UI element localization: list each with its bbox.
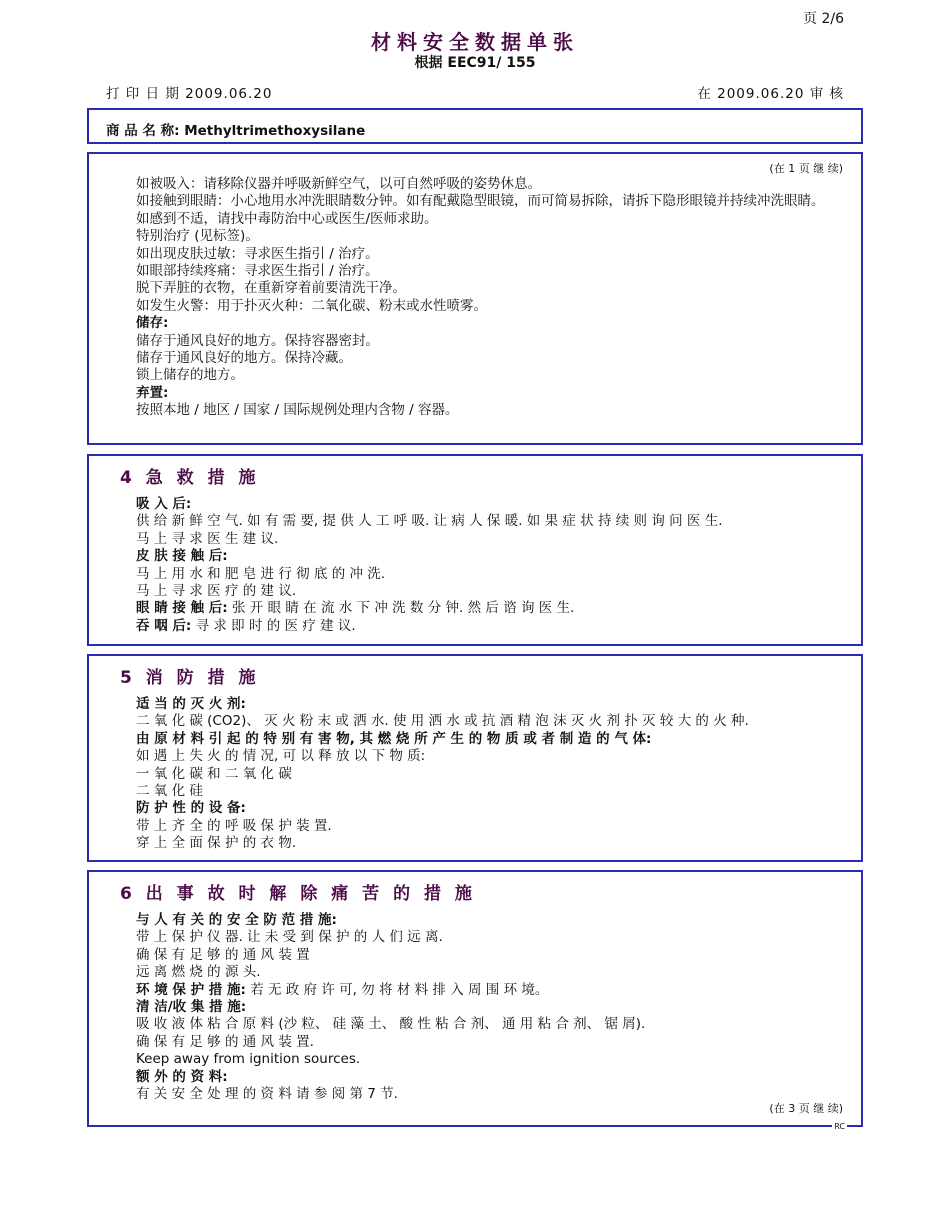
text-line xyxy=(136,999,843,1016)
line-text: 额 外 的 资 料: xyxy=(136,1068,228,1085)
line-text: 马 上 寻 求 医 疗 的 建 议. xyxy=(136,583,297,600)
continued-section-box xyxy=(87,152,863,445)
text-line xyxy=(136,1069,843,1086)
text-line xyxy=(136,783,843,800)
section-accidental-release xyxy=(87,870,863,1131)
accidental-release-lines xyxy=(136,912,843,1103)
line-text: 由 原 材 料 引 起 的 特 别 有 害 物, 其 燃 烧 所 产 生 的 物 质 或 者 制 造 的 气 体: xyxy=(136,730,652,747)
line-text: 二 氧 化 碳 (CO2)、 灭 火 粉 末 或 洒 水. 使 用 洒 水 或 抗 酒 精 泡 沫 灭 火 剂 扑 灭 较 大 的 火 种. xyxy=(136,713,749,730)
text-line xyxy=(136,402,843,419)
line-text: 确 保 有 足 够 的 通 风 装 置 xyxy=(136,946,310,963)
line-text: 与 人 有 关 的 安 全 防 范 措 施: xyxy=(136,912,337,928)
text-line xyxy=(136,1051,843,1068)
line-label: 环 境 保 护 措 施: xyxy=(136,981,246,998)
line-text: 如眼部持续疼痛：寻求医生指引 / 治疗。 xyxy=(136,263,379,280)
continued-lines xyxy=(136,176,843,420)
text-line xyxy=(136,835,843,852)
line-text: 储存于通风良好的地方。保持冷藏。 xyxy=(136,350,352,367)
text-line xyxy=(136,246,843,263)
line-text: 马 上 用 水 和 肥 皂 进 行 彻 底 的 冲 洗. xyxy=(136,565,386,582)
text-line xyxy=(136,193,843,210)
line-text: 按照本地 / 地区 / 国家 / 国际规例处理内含物 / 容器。 xyxy=(136,402,459,419)
line-text: 张 开 眼 睛 在 流 水 下 冲 洗 数 分 钟. 然 后 谘 询 医 生. xyxy=(227,600,575,617)
fire-fighting-lines xyxy=(136,696,843,853)
line-text: 吸 收 液 体 粘 合 原 料 (沙 粒、 硅 藻 土、 酸 性 粘 合 剂、 通 用 粘 合 剂、 锯 屑). xyxy=(136,1016,646,1033)
first-aid-lines xyxy=(136,496,843,635)
product-name-value: Methyltrimethoxysilane xyxy=(184,123,366,139)
section-title-first-aid: 4 急 救 措 施 xyxy=(120,468,260,488)
document-subtitle: 根据 EEC91/ 155 xyxy=(414,55,536,71)
line-text: 若 无 政 府 许 可, 勿 将 材 料 排 入 周 围 环 境。 xyxy=(245,981,549,998)
product-name-label: 商 品 名 称: xyxy=(106,123,180,139)
line-text: 如感到不适，请找中毒防治中心或医生/医师求助。 xyxy=(136,210,438,227)
text-line xyxy=(136,298,843,315)
line-text: 穿 上 全 面 保 护 的 衣 物. xyxy=(136,835,297,852)
text-line xyxy=(136,1034,843,1051)
line-text: 二 氧 化 硅 xyxy=(136,783,203,800)
text-line xyxy=(136,1086,843,1103)
text-line xyxy=(136,618,843,635)
text-line xyxy=(136,350,843,367)
text-line xyxy=(136,766,843,783)
line-text: 带 上 保 护 仪 器. 让 未 受 到 保 护 的 人 们 远 离. xyxy=(136,929,443,946)
text-line xyxy=(136,947,843,964)
line-text: 如 遇 上 失 火 的 情 况, 可 以 释 放 以 下 物 质: xyxy=(136,748,426,765)
text-line xyxy=(136,1016,843,1033)
text-line xyxy=(136,800,843,817)
print-date: 打 印 日 期 2009.06.20 xyxy=(106,86,273,102)
page-number: 页 2/6 xyxy=(803,11,844,27)
line-text: 带 上 齐 全 的 呼 吸 保 护 装 置. xyxy=(136,817,332,834)
rc-label: RC xyxy=(834,1122,845,1131)
section-title-fire-fighting: 5 消 防 措 施 xyxy=(120,668,260,688)
text-line xyxy=(136,228,843,245)
text-line xyxy=(136,263,843,280)
continued-from-note: (在 1 页 继 续) xyxy=(769,162,843,175)
line-text: 储存于通风良好的地方。保持容器密封。 xyxy=(136,332,379,349)
document-title: 材料安全数据单张 xyxy=(371,30,579,54)
line-text: 适 当 的 灭 火 剂: xyxy=(136,696,246,712)
text-line xyxy=(136,982,843,999)
section-fire-fighting xyxy=(87,654,863,862)
text-line xyxy=(136,367,843,384)
review-date: 在 2009.06.20 审 核 xyxy=(697,86,844,102)
product-name-box xyxy=(87,108,863,144)
line-text: 清 洁/收 集 措 施: xyxy=(136,999,247,1016)
text-line xyxy=(136,385,843,402)
text-line xyxy=(136,566,843,583)
line-text: 储存: xyxy=(136,315,169,332)
text-line xyxy=(136,912,843,929)
text-line xyxy=(136,211,843,228)
line-text: 特别治疗 (见标签)。 xyxy=(136,228,259,245)
text-line xyxy=(136,496,843,513)
continued-on-note: (在 3 页 继 续) xyxy=(769,1102,843,1115)
line-text: 供 给 新 鲜 空 气. 如 有 需 要, 提 供 人 工 呼 吸. 让 病 人 保 暖. 如 果 症 状 持 续 则 询 问 医 生. xyxy=(136,513,723,530)
text-line xyxy=(136,280,843,297)
text-line xyxy=(136,600,843,617)
text-line xyxy=(136,513,843,530)
line-label: 吞 咽 后: xyxy=(136,617,192,634)
line-text: 脱下弄脏的衣物，在重新穿着前要清洗干净。 xyxy=(136,280,406,297)
line-text: 吸 入 后: xyxy=(136,496,192,512)
line-text: 锁上储存的地方。 xyxy=(136,367,244,384)
text-line xyxy=(136,929,843,946)
text-line xyxy=(136,818,843,835)
text-line xyxy=(136,964,843,981)
line-text: 确 保 有 足 够 的 通 风 装 置. xyxy=(136,1033,314,1050)
line-text: 有 关 安 全 处 理 的 资 料 请 参 阅 第 7 节. xyxy=(136,1086,398,1103)
line-text: 如发生火警：用于扑灭火种：二氧化碳、粉末或水性喷雾。 xyxy=(136,297,487,314)
text-line xyxy=(136,531,843,548)
line-text: 防 护 性 的 设 备: xyxy=(136,800,246,817)
text-line xyxy=(136,713,843,730)
text-line xyxy=(136,176,843,193)
line-text: 远 离 燃 烧 的 源 头. xyxy=(136,964,261,981)
line-text: Keep away from ignition sources. xyxy=(136,1051,361,1068)
text-line xyxy=(136,731,843,748)
text-line xyxy=(136,748,843,765)
line-text: 寻 求 即 时 的 医 疗 建 议. xyxy=(191,617,356,634)
line-text: 弃置: xyxy=(136,384,169,401)
text-line xyxy=(136,548,843,565)
line-text: 如接触到眼睛：小心地用水冲洗眼睛数分钟。如有配戴隐型眼镜，而可简易拆除，请拆下隐形眼镜并持续冲洗眼睛。 xyxy=(136,193,825,210)
line-label: 眼 睛 接 触 后: xyxy=(136,600,228,617)
text-line xyxy=(136,333,843,350)
line-text: 马 上 寻 求 医 生 建 议. xyxy=(136,530,279,547)
line-text: 皮 肤 接 触 后: xyxy=(136,548,228,565)
line-text: 如被吸入：请移除仪器并呼吸新鲜空气，以可自然呼吸的姿势休息。 xyxy=(136,176,541,192)
text-line xyxy=(136,583,843,600)
product-name-line xyxy=(106,119,365,139)
text-line xyxy=(136,315,843,332)
text-line xyxy=(136,696,843,713)
section-first-aid xyxy=(87,454,863,646)
line-text: 如出现皮肤过敏：寻求医生指引 / 治疗。 xyxy=(136,245,379,262)
section-title-accidental-release: 6 出 事 故 时 解 除 痛 苦 的 措 施 xyxy=(120,884,476,904)
line-text: 一 氧 化 碳 和 二 氧 化 碳 xyxy=(136,765,292,782)
